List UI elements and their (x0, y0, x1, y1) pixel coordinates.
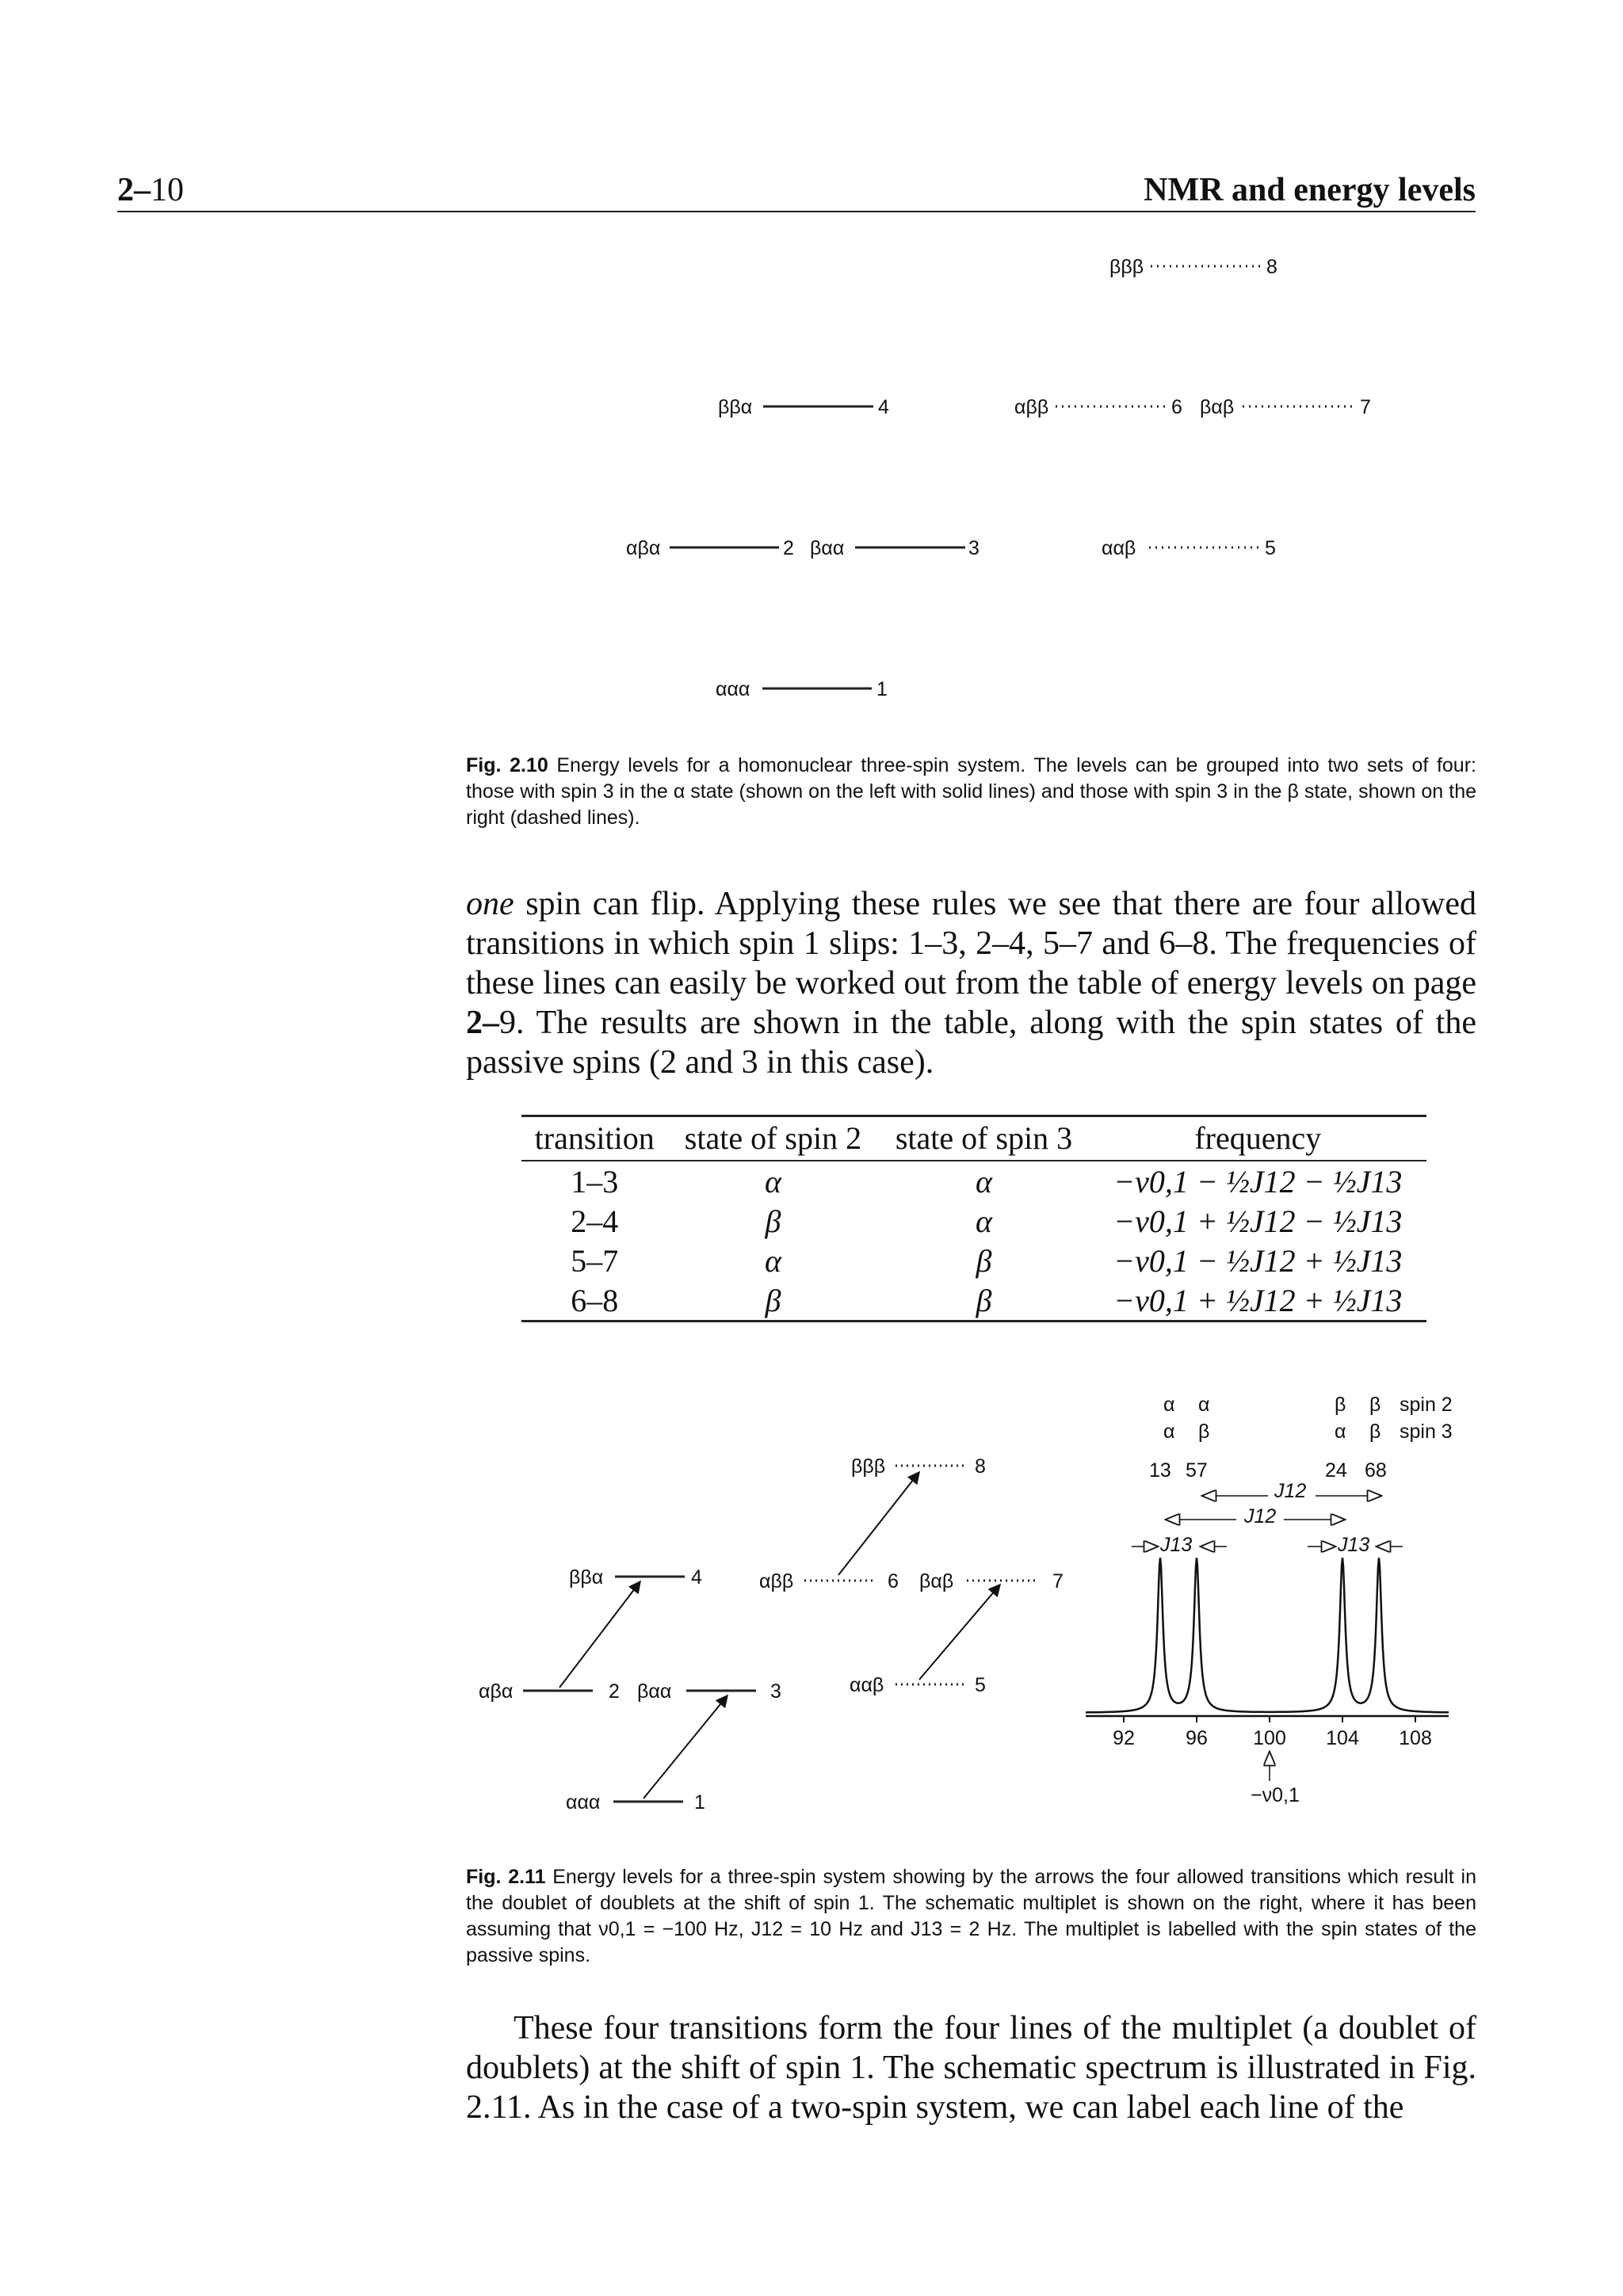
fig-2-11-caption: Fig. 2.11 Energy levels for a three-spin system showing by the arrows the four allowed transitions which result in the doublet of doublets at the shift of spin 1. The schematic multiplet is shown on the right, where it has been assuming that ν0,1 = −100 Hz, J12 = 10 Hz and J13 = 2 Hz. The multiplet is labelled with the spin states of the passive spins. (466, 1866, 1476, 1966)
table-row: 2–4 β α −ν0,1 + ½J12 − ½J13 (571, 1203, 1403, 1239)
level-bbb: βββ (1109, 256, 1144, 278)
transition-arrow-5-7 (919, 1585, 1000, 1680)
level-num-2: 2 (783, 537, 794, 559)
level-bba: ββα (718, 396, 753, 418)
fig-2-11-diagram (0, 1347, 1623, 1838)
level-num-8: 8 (975, 1455, 986, 1478)
level-num-7: 7 (1052, 1570, 1064, 1592)
level-aba: αβα (479, 1680, 514, 1703)
transitions-table (521, 1115, 1426, 1322)
level-num-3: 3 (770, 1680, 781, 1703)
table-header: frequency (1090, 1116, 1426, 1161)
transition-arrow-1-3 (643, 1695, 727, 1798)
fig-2-10-diagram (0, 0, 1623, 713)
spin2-text: spin 2 (1400, 1394, 1453, 1416)
level-num-7: 7 (1360, 396, 1371, 418)
level-aab: ααβ (1102, 537, 1136, 559)
fig-2-10-caption: Fig. 2.10 Energy levels for a homonuclear three-spin system. The levels can be grouped into two sets of four: those with spin 3 in the α state (shown on the left with solid lines) and those with spin 3 in the β state, shown on the right (dashed lines). (466, 754, 1476, 829)
level-num-5: 5 (975, 1674, 986, 1696)
spin2-label: β (1369, 1394, 1381, 1416)
level-num-4: 4 (878, 396, 889, 418)
spin3-label: α (1163, 1421, 1175, 1443)
level-aba: αβα (626, 537, 661, 559)
level-aaa: ααα (566, 1791, 601, 1814)
j12-label-lower: J12 (1244, 1505, 1277, 1527)
axis-tick-label: 100 (1253, 1727, 1286, 1749)
spin2-label: β (1335, 1394, 1346, 1416)
level-num-8: 8 (1266, 256, 1277, 278)
level-num-3: 3 (968, 537, 980, 559)
level-num-5: 5 (1265, 537, 1276, 559)
axis-tick-label: 92 (1113, 1727, 1135, 1749)
level-abb: αββ (1014, 396, 1049, 418)
level-bbb: βββ (851, 1455, 886, 1478)
page-number: 2–10 (117, 172, 184, 208)
level-num-2: 2 (609, 1680, 620, 1703)
level-num-6: 6 (888, 1570, 899, 1592)
table-row: 6–8 β β −ν0,1 + ½J12 + ½J13 (521, 1280, 1426, 1322)
level-abb: αββ (759, 1570, 794, 1592)
shift-label: −ν0,1 (1251, 1784, 1300, 1806)
spin2-label: α (1163, 1394, 1175, 1416)
chapter-title: NMR and energy levels (1144, 172, 1476, 208)
table-row: 5–7 α β −ν0,1 − ½J12 + ½J13 (571, 1242, 1403, 1279)
level-baa: βαα (637, 1680, 672, 1703)
spin3-label: α (1335, 1421, 1346, 1443)
level-bba: ββα (569, 1566, 604, 1589)
level-baa: βαα (810, 537, 845, 559)
level-num-6: 6 (1171, 396, 1182, 418)
spin3-text: spin 3 (1400, 1421, 1453, 1443)
table-header: state of spin 3 (878, 1116, 1089, 1161)
j13-label-right: J13 (1338, 1534, 1370, 1556)
transition-arrow-6-8 (838, 1472, 919, 1575)
axis-tick-label: 96 (1186, 1727, 1208, 1749)
paragraph-1: one spin can flip. Applying these rules we see that there are four allowed transitions in which spin 1 slips: 1–3, 2–4, 5–7 and 6–8. The frequencies of these lines can easily be worked out from the table of energy levels on page 2–9. The results are shown in the table, along with the spin states of the passive spins (2 and 3 in this case). (466, 886, 1476, 1081)
j13-label-left: J13 (1160, 1534, 1193, 1556)
level-bab: βαβ (919, 1570, 954, 1592)
spin3-label: β (1198, 1421, 1210, 1443)
table-header: state of spin 2 (667, 1116, 878, 1161)
spectrum-trace (1086, 1558, 1449, 1712)
level-bab: βαβ (1200, 396, 1235, 418)
level-num-4: 4 (691, 1566, 702, 1589)
j12-label-upper: J12 (1274, 1480, 1307, 1502)
axis-tick-label: 104 (1326, 1727, 1359, 1749)
table-row: 1–3 α α −ν0,1 − ½J12 − ½J13 (571, 1163, 1403, 1199)
spin2-label: α (1198, 1394, 1210, 1416)
transition-label: 68 (1365, 1459, 1387, 1482)
axis-tick-label: 108 (1399, 1727, 1432, 1749)
level-aab: ααβ (850, 1674, 884, 1696)
table-header: transition (521, 1116, 667, 1161)
level-aaa: ααα (716, 678, 750, 700)
level-num-1: 1 (694, 1791, 705, 1814)
transition-label: 57 (1186, 1459, 1208, 1482)
transition-label: 24 (1325, 1459, 1347, 1482)
spin3-label: β (1369, 1421, 1381, 1443)
transition-arrow-2-4 (559, 1581, 640, 1688)
level-num-1: 1 (876, 678, 888, 700)
transition-label: 13 (1149, 1459, 1171, 1482)
paragraph-2: These four transitions form the four lines of the multiplet (a doublet of doublets) at the shift of spin 1. The schematic spectrum is illustrated in Fig. 2.11. As in the case of a two-spin system, we can label each line of the (466, 2010, 1476, 2126)
